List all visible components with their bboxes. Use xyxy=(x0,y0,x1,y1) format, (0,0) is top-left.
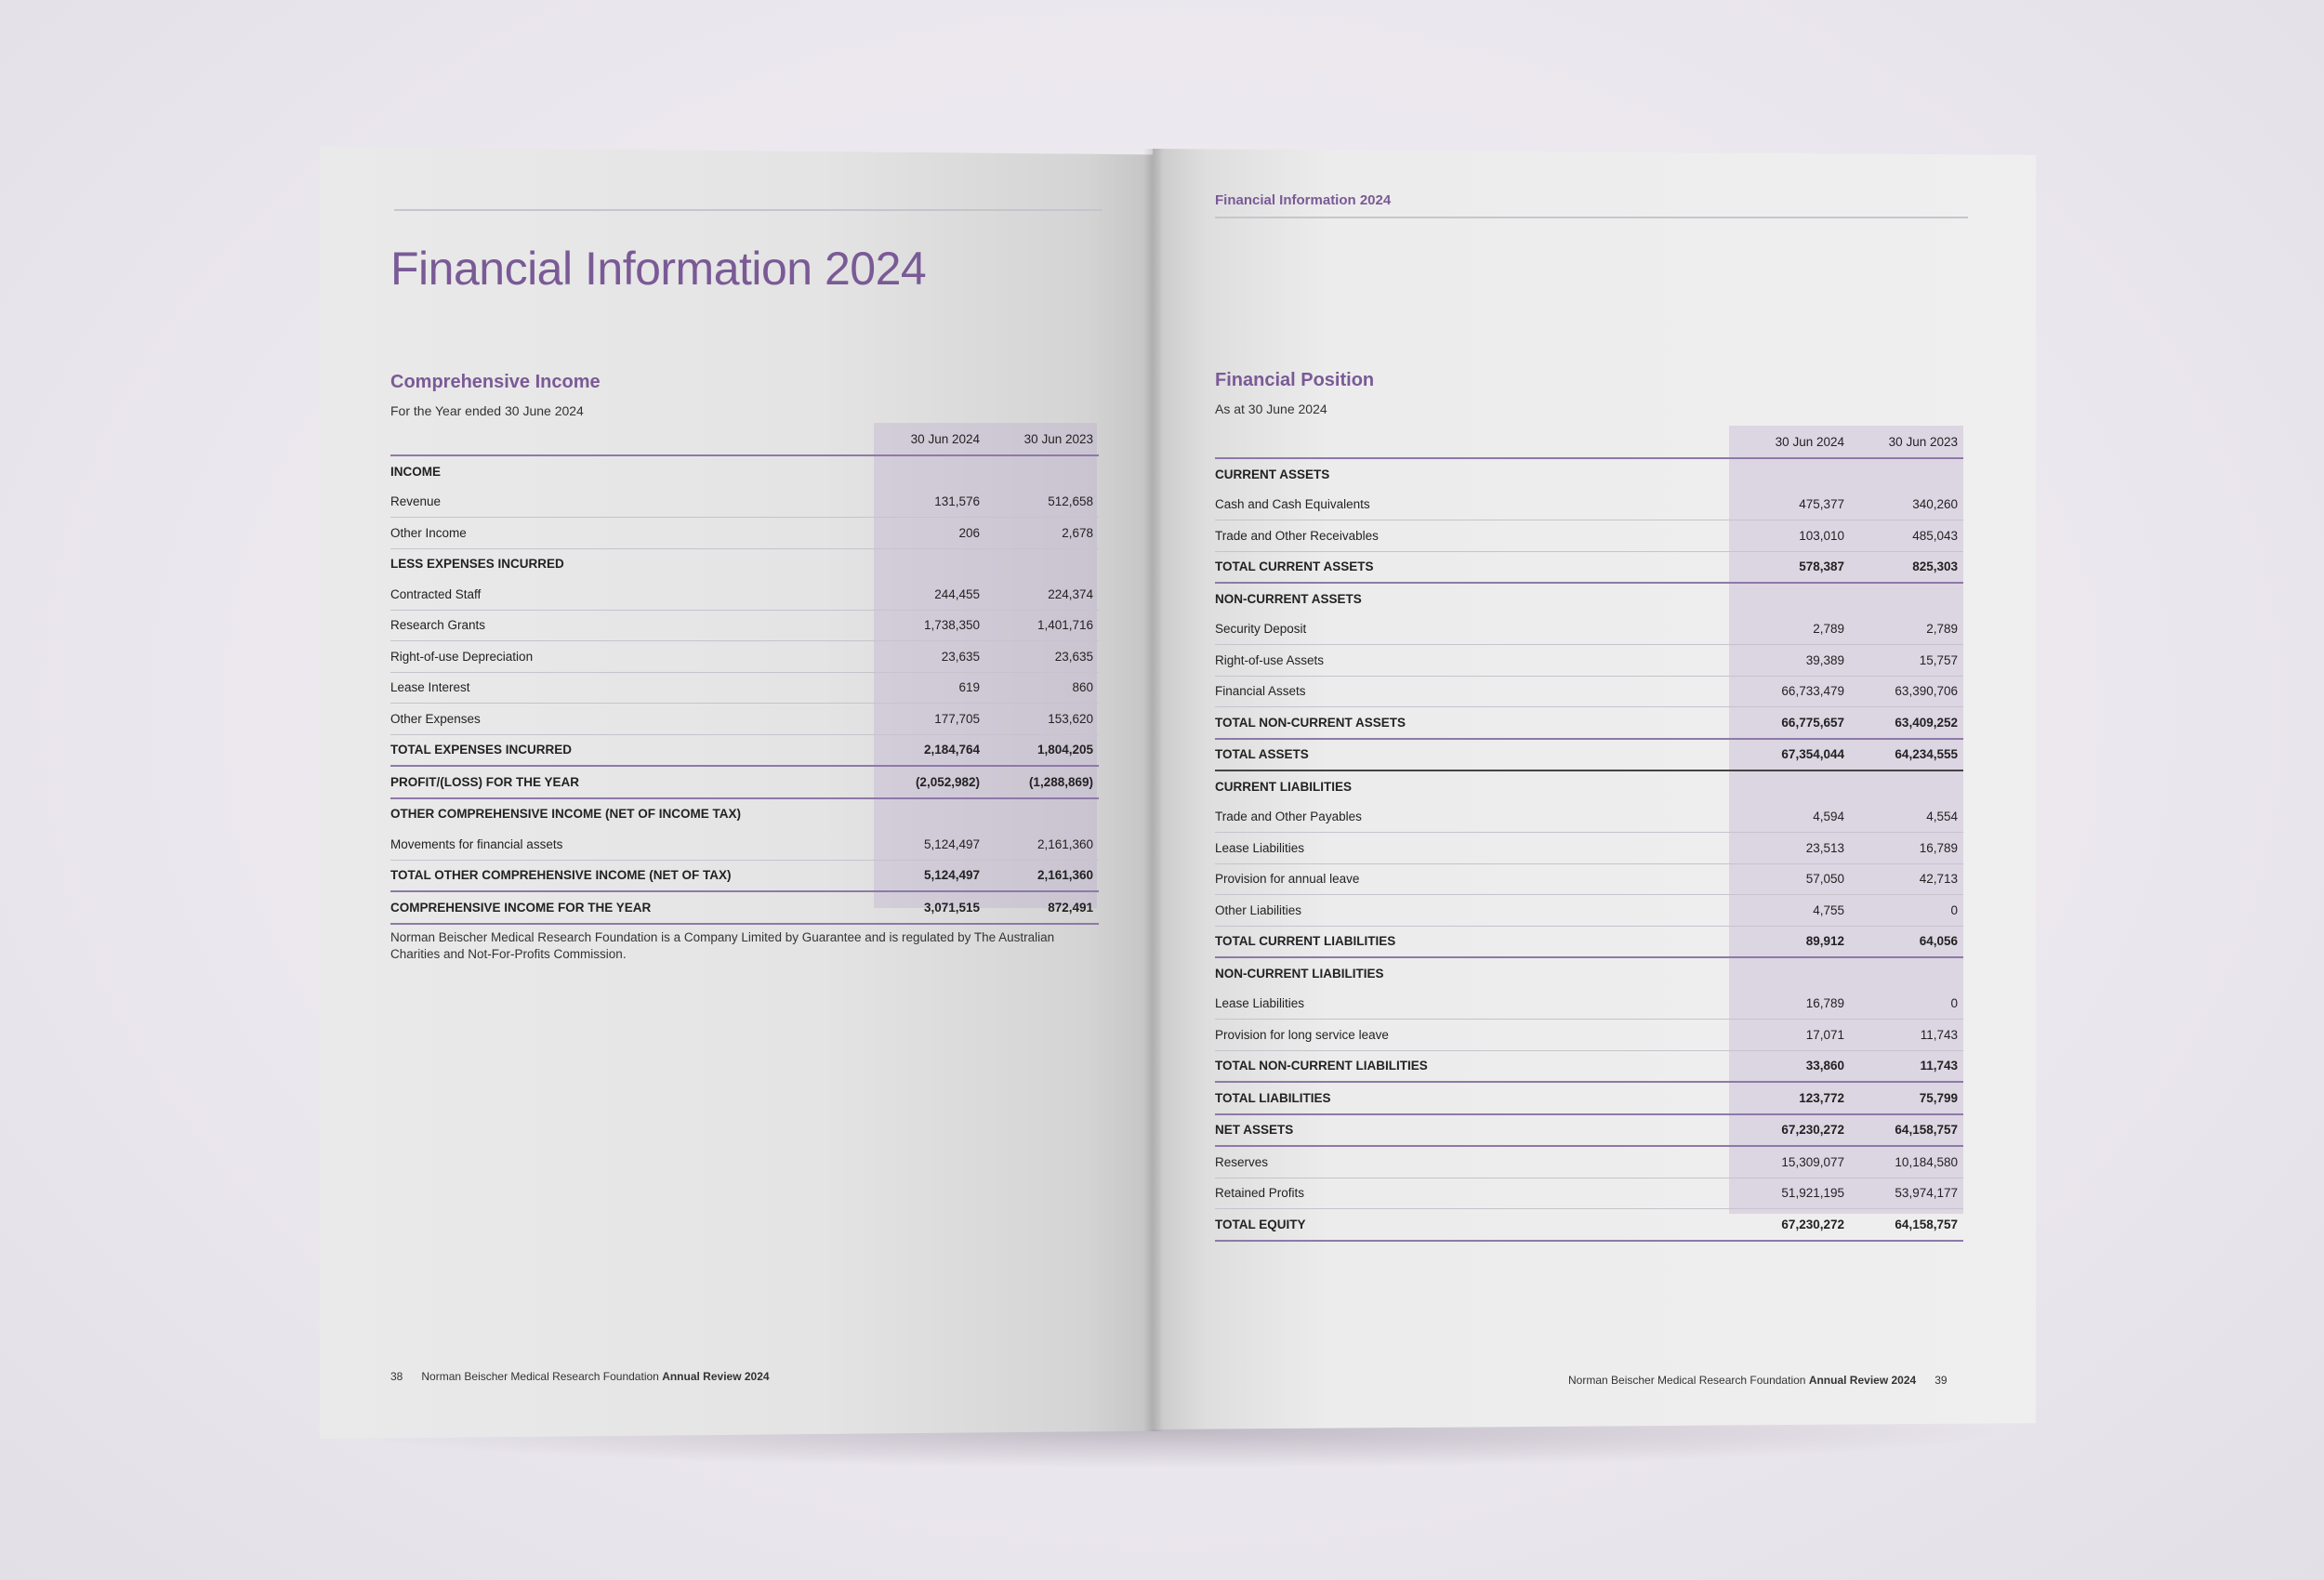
row-label: TOTAL OTHER COMPREHENSIVE INCOME (NET OF TAX) xyxy=(390,860,874,891)
value-2023: 872,491 xyxy=(985,891,1099,924)
value-2023: 42,713 xyxy=(1850,863,1963,895)
booklet-spine xyxy=(1143,149,1164,1431)
value-2023: 860 xyxy=(985,672,1099,704)
value-2024: 123,772 xyxy=(1729,1082,1850,1114)
value-2024: 16,789 xyxy=(1729,989,1850,1020)
value-2024: 244,455 xyxy=(874,579,985,610)
table-row xyxy=(1215,957,1963,989)
value-2024: 5,124,497 xyxy=(874,860,985,891)
table-row xyxy=(1215,802,1963,833)
table-row xyxy=(390,704,1099,735)
value-2023: 53,974,177 xyxy=(1850,1178,1963,1209)
value-2024: 131,576 xyxy=(874,487,985,518)
table-row xyxy=(390,672,1099,704)
table-row xyxy=(390,891,1099,924)
value-2023: 1,401,716 xyxy=(985,610,1099,641)
left-footer-org: Norman Beischer Medical Research Foundation xyxy=(421,1370,659,1383)
table-row xyxy=(1215,583,1963,614)
value-2023: 0 xyxy=(1850,989,1963,1020)
value-2024 xyxy=(1729,458,1850,490)
table-row xyxy=(1215,895,1963,927)
value-2023: 4,554 xyxy=(1850,802,1963,833)
value-2023: 10,184,580 xyxy=(1850,1146,1963,1178)
row-label: Lease Liabilities xyxy=(1215,989,1729,1020)
value-2024 xyxy=(1729,957,1850,989)
row-label: Revenue xyxy=(390,487,874,518)
value-2023: 11,743 xyxy=(1850,1050,1963,1082)
row-label: CURRENT LIABILITIES xyxy=(1215,779,1352,794)
left-footer-publication: Annual Review 2024 xyxy=(662,1370,770,1383)
value-2024: 67,354,044 xyxy=(1729,739,1850,771)
row-label: Provision for annual leave xyxy=(1215,863,1729,895)
value-2024: 15,309,077 xyxy=(1729,1146,1850,1178)
row-label: Provision for long service leave xyxy=(1215,1020,1729,1051)
value-2024: 4,594 xyxy=(1729,802,1850,833)
table-row xyxy=(1215,770,1963,802)
right-page-number: 39 xyxy=(1934,1374,1948,1387)
value-2024: 2,789 xyxy=(1729,614,1850,645)
table-row xyxy=(390,734,1099,766)
row-label: INCOME xyxy=(390,464,441,479)
row-label: Trade and Other Receivables xyxy=(1215,520,1729,552)
value-2023: 64,234,555 xyxy=(1850,739,1963,771)
value-2023: 11,743 xyxy=(1850,1020,1963,1051)
row-label: Other Expenses xyxy=(390,704,874,735)
row-label: TOTAL CURRENT LIABILITIES xyxy=(1215,926,1729,957)
value-2023: 75,799 xyxy=(1850,1082,1963,1114)
table-row xyxy=(390,610,1099,641)
value-2024: 177,705 xyxy=(874,704,985,735)
value-2024: 17,071 xyxy=(1729,1020,1850,1051)
position-label-header xyxy=(1215,426,1729,458)
table-row xyxy=(390,518,1099,549)
row-label: TOTAL CURRENT ASSETS xyxy=(1215,551,1729,583)
left-page-number: 38 xyxy=(390,1370,403,1383)
value-2023 xyxy=(985,798,1099,830)
right-footer-org: Norman Beischer Medical Research Foundation xyxy=(1568,1374,1806,1387)
value-2023: 23,635 xyxy=(985,641,1099,673)
table-row xyxy=(1215,833,1963,864)
table-row xyxy=(1215,645,1963,677)
row-label: Retained Profits xyxy=(1215,1178,1729,1209)
value-2023: 0 xyxy=(1850,895,1963,927)
row-label: NON-CURRENT LIABILITIES xyxy=(1215,966,1384,981)
table-row xyxy=(390,579,1099,610)
value-2024 xyxy=(1729,770,1850,802)
row-label: TOTAL LIABILITIES xyxy=(1215,1082,1729,1114)
table-row xyxy=(390,829,1099,860)
table-row xyxy=(390,860,1099,891)
value-2024: (2,052,982) xyxy=(874,766,985,798)
value-2024: 23,513 xyxy=(1729,833,1850,864)
value-2024: 1,738,350 xyxy=(874,610,985,641)
table-row xyxy=(390,766,1099,798)
row-label: OTHER COMPREHENSIVE INCOME (NET OF INCOME TAX) xyxy=(390,807,742,822)
running-head: Financial Information 2024 xyxy=(1215,192,1392,208)
row-label: LESS EXPENSES INCURRED xyxy=(390,557,564,572)
income-col-2023-header: 30 Jun 2023 xyxy=(985,423,1099,455)
value-2023 xyxy=(1850,458,1963,490)
left-top-rule xyxy=(394,209,1103,211)
value-2024: 475,377 xyxy=(1729,490,1850,520)
value-2023 xyxy=(985,548,1099,579)
row-label: Right-of-use Depreciation xyxy=(390,641,874,673)
value-2024: 23,635 xyxy=(874,641,985,673)
table-row xyxy=(1215,1082,1963,1114)
row-label: Research Grants xyxy=(390,610,874,641)
table-row xyxy=(1215,1146,1963,1178)
row-label: Lease Interest xyxy=(390,672,874,704)
value-2023: 15,757 xyxy=(1850,645,1963,677)
income-col-2024-header: 30 Jun 2024 xyxy=(874,423,985,455)
value-2023: 512,658 xyxy=(985,487,1099,518)
row-label: NON-CURRENT ASSETS xyxy=(1215,591,1362,606)
value-2024: 103,010 xyxy=(1729,520,1850,552)
position-col-2024-header: 30 Jun 2024 xyxy=(1729,426,1850,458)
income-table xyxy=(390,423,1099,925)
value-2024: 67,230,272 xyxy=(1729,1209,1850,1241)
income-section-title: Comprehensive Income xyxy=(390,372,601,392)
row-label: Lease Liabilities xyxy=(1215,833,1729,864)
value-2024: 4,755 xyxy=(1729,895,1850,927)
row-label: PROFIT/(LOSS) FOR THE YEAR xyxy=(390,766,874,798)
row-label: Financial Assets xyxy=(1215,676,1729,707)
value-2023: 340,260 xyxy=(1850,490,1963,520)
value-2024: 33,860 xyxy=(1729,1050,1850,1082)
row-label: Other Income xyxy=(390,518,874,549)
value-2024 xyxy=(874,455,985,487)
value-2024: 67,230,272 xyxy=(1729,1114,1850,1147)
income-label-header xyxy=(390,423,874,455)
table-row xyxy=(390,455,1099,487)
row-label: Trade and Other Payables xyxy=(1215,802,1729,833)
value-2024: 51,921,195 xyxy=(1729,1178,1850,1209)
table-row xyxy=(1215,520,1963,552)
table-row xyxy=(390,798,1099,830)
table-row xyxy=(1215,1209,1963,1241)
position-col-2023-header: 30 Jun 2023 xyxy=(1850,426,1963,458)
value-2023: 224,374 xyxy=(985,579,1099,610)
table-row xyxy=(1215,551,1963,583)
table-row xyxy=(1215,458,1963,490)
row-label: TOTAL EQUITY xyxy=(1215,1209,1729,1241)
table-row xyxy=(1215,1178,1963,1209)
value-2023 xyxy=(1850,583,1963,614)
value-2023 xyxy=(1850,957,1963,989)
value-2023: 2,161,360 xyxy=(985,860,1099,891)
row-label: Movements for financial assets xyxy=(390,829,874,860)
value-2023: 63,409,252 xyxy=(1850,707,1963,739)
value-2024: 66,733,479 xyxy=(1729,676,1850,707)
table-row xyxy=(1215,926,1963,957)
row-label: Contracted Staff xyxy=(390,579,874,610)
value-2023: 64,158,757 xyxy=(1850,1209,1963,1241)
table-row xyxy=(390,487,1099,518)
left-footer xyxy=(390,1370,770,1383)
value-2024: 5,124,497 xyxy=(874,829,985,860)
value-2024: 39,389 xyxy=(1729,645,1850,677)
value-2024: 206 xyxy=(874,518,985,549)
company-note: Norman Beischer Medical Research Foundation is a Company Limited by Guarantee and is regulated by The Australian Charities and Not-For-Profits Commission. xyxy=(390,930,1055,961)
table-row xyxy=(1215,614,1963,645)
value-2023: 63,390,706 xyxy=(1850,676,1963,707)
right-footer-publication: Annual Review 2024 xyxy=(1808,1374,1917,1387)
table-row xyxy=(1215,1020,1963,1051)
row-label: Right-of-use Assets xyxy=(1215,645,1729,677)
income-section-subtitle: For the Year ended 30 June 2024 xyxy=(390,403,584,418)
position-section-title: Financial Position xyxy=(1215,370,1375,390)
position-table xyxy=(1215,426,1963,1242)
value-2024: 3,071,515 xyxy=(874,891,985,924)
row-label: TOTAL EXPENSES INCURRED xyxy=(390,734,874,766)
value-2023: 825,303 xyxy=(1850,551,1963,583)
row-label: TOTAL NON-CURRENT LIABILITIES xyxy=(1215,1050,1729,1082)
table-row xyxy=(390,548,1099,579)
value-2024 xyxy=(874,798,985,830)
right-footer xyxy=(1568,1374,1948,1387)
value-2023: 16,789 xyxy=(1850,833,1963,864)
row-label: Security Deposit xyxy=(1215,614,1729,645)
value-2023: 2,789 xyxy=(1850,614,1963,645)
row-label: COMPREHENSIVE INCOME FOR THE YEAR xyxy=(390,891,874,924)
table-row xyxy=(1215,1114,1963,1147)
value-2024 xyxy=(1729,583,1850,614)
row-label: Reserves xyxy=(1215,1146,1729,1178)
row-label: CURRENT ASSETS xyxy=(1215,467,1330,481)
table-row xyxy=(390,641,1099,673)
value-2024: 57,050 xyxy=(1729,863,1850,895)
row-label: TOTAL NON-CURRENT ASSETS xyxy=(1215,707,1729,739)
right-top-rule xyxy=(1215,217,1968,218)
value-2024: 66,775,657 xyxy=(1729,707,1850,739)
value-2023: 1,804,205 xyxy=(985,734,1099,766)
value-2024: 619 xyxy=(874,672,985,704)
value-2023: 64,158,757 xyxy=(1850,1114,1963,1147)
page-title: Financial Information 2024 xyxy=(390,243,927,295)
value-2024: 578,387 xyxy=(1729,551,1850,583)
table-row xyxy=(1215,1050,1963,1082)
value-2023 xyxy=(1850,770,1963,802)
value-2024: 2,184,764 xyxy=(874,734,985,766)
table-row xyxy=(1215,490,1963,520)
value-2023: 153,620 xyxy=(985,704,1099,735)
value-2023: 2,678 xyxy=(985,518,1099,549)
value-2023 xyxy=(985,455,1099,487)
position-section-subtitle: As at 30 June 2024 xyxy=(1215,402,1327,416)
value-2023: (1,288,869) xyxy=(985,766,1099,798)
row-label: NET ASSETS xyxy=(1215,1114,1729,1147)
table-row xyxy=(1215,676,1963,707)
row-label: TOTAL ASSETS xyxy=(1215,739,1729,771)
table-row xyxy=(1215,989,1963,1020)
table-row xyxy=(1215,739,1963,771)
table-row xyxy=(1215,863,1963,895)
row-label: Cash and Cash Equivalents xyxy=(1215,490,1729,520)
value-2024: 89,912 xyxy=(1729,926,1850,957)
row-label: Other Liabilities xyxy=(1215,895,1729,927)
value-2024 xyxy=(874,548,985,579)
table-row xyxy=(1215,707,1963,739)
value-2023: 485,043 xyxy=(1850,520,1963,552)
value-2023: 64,056 xyxy=(1850,926,1963,957)
value-2023: 2,161,360 xyxy=(985,829,1099,860)
